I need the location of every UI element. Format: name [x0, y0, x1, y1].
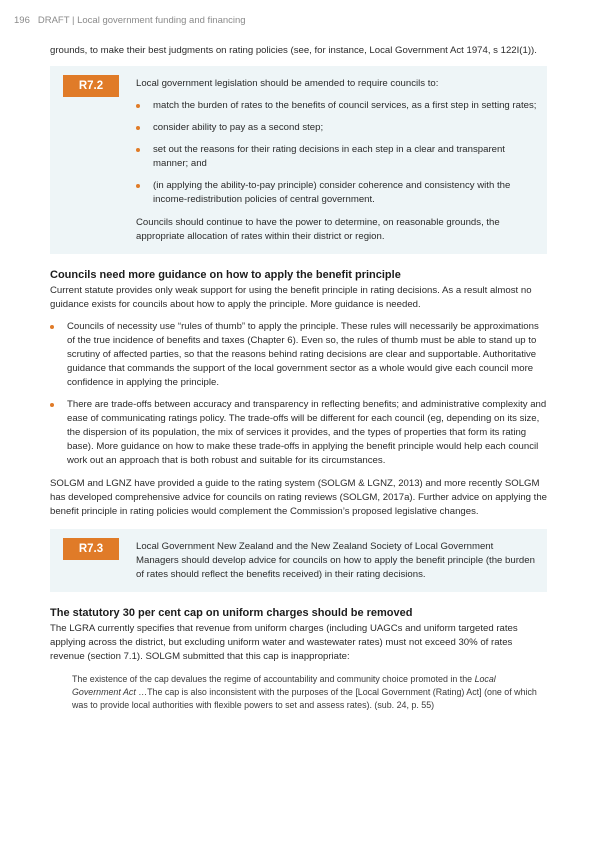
intro-paragraph: grounds, to make their best judgments on rating policies (see, for instance, Local Government Act 1974, s 122I(1)). [50, 45, 537, 56]
recommendation-text: Local Government New Zealand and the New Zealand Society of Local Government Managers should develop advice for councils on how to apply the benefit principle (the burden of rates should reflect the benefits received) in their rating decisions. [136, 541, 535, 580]
list-item: There are trade-offs between accuracy and transparency in reflecting benefits; and administrative complexity and ease of communicating ratings policy. The trade-offs will be different for each council (eg, depending on its size, the dispersion of its population, the mix of services it provides, and the types of properties that form its rating base). More guidance on how to make these trade-offs in applying the benefit principle would help each council work out an approach that is both robust and suitable for its circumstances. [50, 398, 547, 468]
bullet-icon [136, 148, 140, 152]
bullet-icon [136, 104, 140, 108]
page-content [50, 44, 547, 712]
block-quote: The existence of the cap devalues the regime of accountability and community choice promoted in the Local Government Act …The cap is also inconsistent with the purposes of the [Local Government (Rating) Act] (one of which was to provide local authorities with flexible powers to set and assess rates). (sub. 24, p. 55) [72, 674, 537, 710]
running-header [14, 15, 246, 26]
recommendation-box-r7-3 [50, 529, 547, 592]
section-heading: Councils need more guidance on how to apply the benefit principle [50, 269, 401, 281]
header-title: DRAFT | Local government funding and financing [37, 15, 246, 26]
list-item: Councils of necessity use “rules of thumb” to apply the principle. These rules will necessarily be approximations of the true incidence of benefits and taxes (Chapter 6). Even so, the rules of thumb must be able to stand up to scrutiny of affected parties, so that the reasons behind rating decisions are clear and supportable. Authoritative guidance that commands the support of the local government sector as a whole would give each council more confidence in applying the principle. [50, 320, 547, 390]
recommendation-tag: R7.3 [63, 538, 119, 560]
recommendation-tag: R7.2 [63, 75, 119, 97]
recommendation-list [136, 99, 537, 207]
recommendation-lead: Local government legislation should be amended to require councils to: [136, 78, 439, 89]
bullet-list [50, 320, 547, 468]
recommendation-box-r7-2 [50, 66, 547, 254]
bullet-icon [50, 403, 54, 407]
body-paragraph: Current statute provides only weak support for using the benefit principle in rating decisions. As a result almost no guidance exists for councils about how to apply the principle. More guidance is needed. [50, 285, 532, 310]
list-item: match the burden of rates to the benefits of council services, as a first step in setting rates; [136, 99, 537, 113]
section-heading: The statutory 30 per cent cap on uniform charges should be removed [50, 607, 413, 619]
bullet-icon [136, 184, 140, 188]
body-paragraph: The LGRA currently specifies that revenue from uniform charges (including UAGCs and uniform targeted rates applying across the district, but excluding uniform water and wastewater rates) must not exceed 30% of rates revenue (section 7.1). SOLGM submitted that this cap is inappropriate: [50, 623, 518, 662]
bullet-icon [50, 325, 54, 329]
list-item: set out the reasons for their rating decisions in each step in a clear and transparent manner; and [136, 143, 537, 171]
bullet-icon [136, 126, 140, 130]
body-paragraph: SOLGM and LGNZ have provided a guide to the rating system (SOLGM & LGNZ, 2013) and more recently SOLGM has developed comprehensive advice for councils on rating reviews (SOLGM, 2017a). Further advice on applying the benefit principle in rating policies would complement the Commission’s proposed legislative changes. [50, 478, 548, 517]
page-number: 196 [14, 15, 30, 26]
recommendation-closing: Councils should continue to have the power to determine, on reasonable grounds, the appropriate allocation of rates within their district or region. [136, 217, 500, 242]
list-item: (in applying the ability-to-pay principle) consider coherence and consistency with the income-redistribution policies of central government. [136, 179, 537, 207]
list-item: consider ability to pay as a second step; [136, 121, 537, 135]
